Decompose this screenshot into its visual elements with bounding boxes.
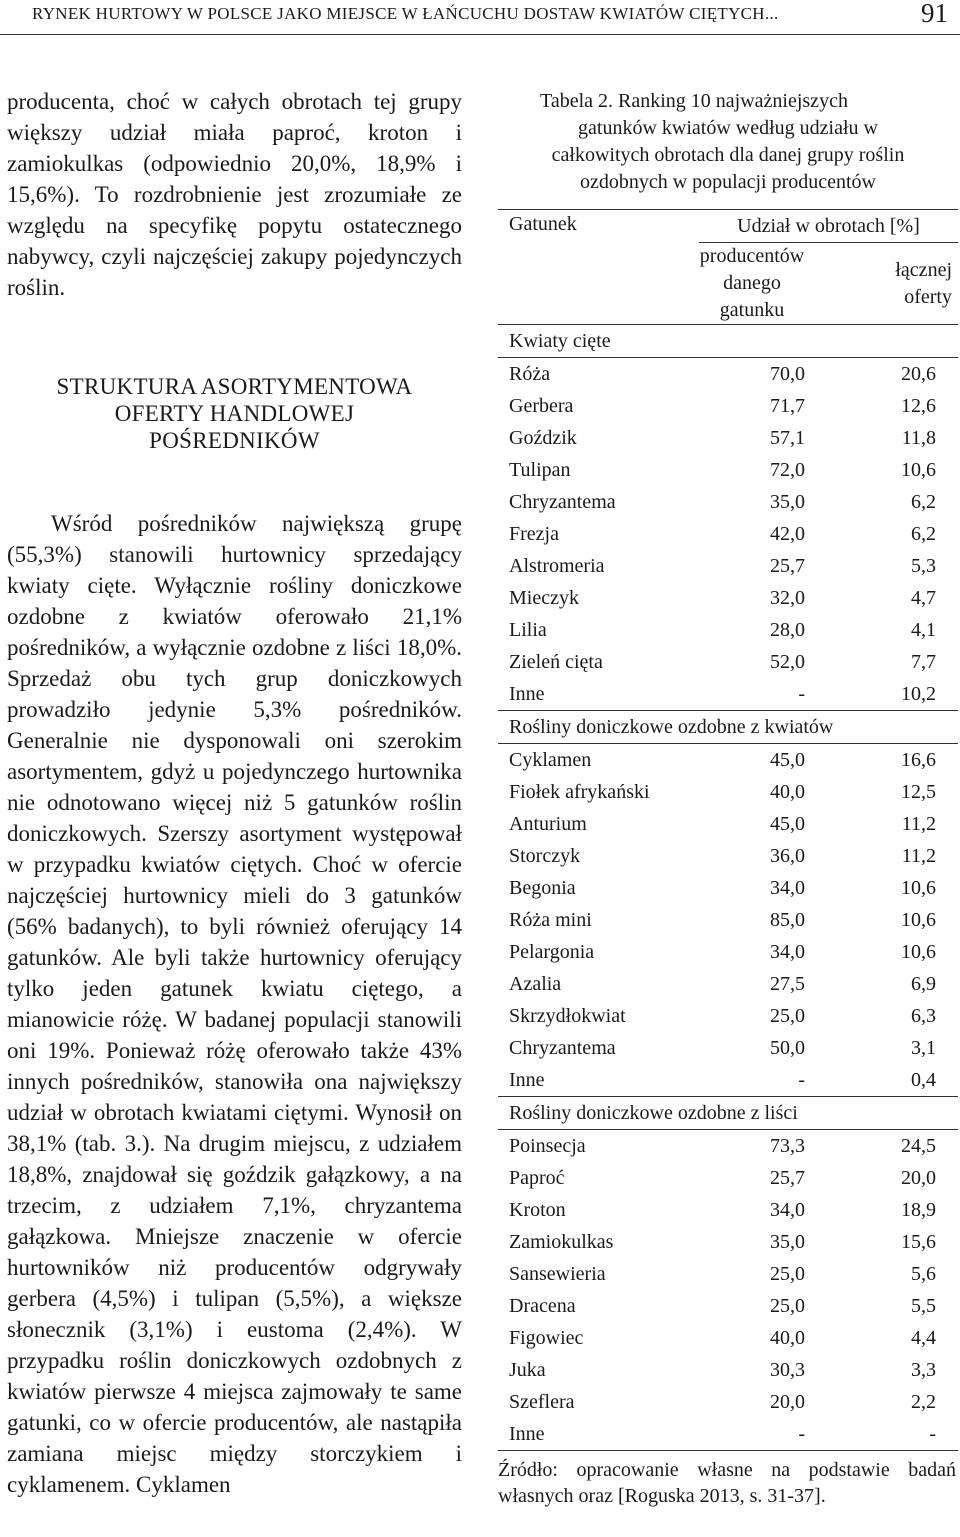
subheader-producers-line: producentów bbox=[699, 245, 805, 267]
table-row bbox=[498, 936, 958, 968]
table-row bbox=[498, 422, 958, 454]
table-row bbox=[498, 1226, 958, 1258]
subheader-total-offer-line: łącznej bbox=[895, 258, 952, 281]
subheader-producers bbox=[699, 243, 805, 325]
total-share: 6,2 bbox=[911, 490, 936, 513]
species-name: Poinsecja bbox=[509, 1134, 586, 1157]
table-row bbox=[498, 358, 958, 391]
table-row bbox=[498, 1032, 958, 1064]
paragraph-continuation: producenta, choć w całych obrotach tej grupy większy udział miała paproć, kroton i zamiokulkas (odpowiednio 20,0%, 18,9% i 15,6%). To rozdrobnienie jest zrozumiałe ze względu na specyfikę popytu ostatecznego nabywcy, czyli najczęściej zakupy pojedynczych roślin. bbox=[7, 89, 462, 300]
total-share: 11,2 bbox=[901, 812, 936, 835]
total-share: 4,4 bbox=[911, 1326, 936, 1349]
producers-share: 25,0 bbox=[770, 1294, 805, 1317]
producers-share: 57,1 bbox=[770, 426, 805, 449]
group-name: Rośliny doniczkowe ozdobne z liści bbox=[498, 1097, 958, 1130]
table-row bbox=[498, 1000, 958, 1032]
table-row bbox=[498, 1162, 958, 1194]
left-column bbox=[7, 86, 462, 1500]
producers-share: 40,0 bbox=[770, 780, 805, 803]
producers-share: 71,7 bbox=[770, 394, 805, 417]
species-name: Szeflera bbox=[509, 1390, 575, 1413]
ranking-table bbox=[498, 209, 958, 1451]
species-name: Zieleń cięta bbox=[509, 650, 603, 673]
producers-share: 70,0 bbox=[770, 362, 805, 385]
table-row bbox=[498, 1386, 958, 1418]
total-share: 11,8 bbox=[901, 426, 936, 449]
total-share: - bbox=[805, 1418, 958, 1451]
producers-share: 40,0 bbox=[770, 1326, 805, 1349]
table-row bbox=[498, 1290, 958, 1322]
total-share: 10,2 bbox=[901, 682, 936, 705]
total-share: 6,3 bbox=[911, 1004, 936, 1027]
species-name: Goździk bbox=[509, 426, 577, 449]
producers-share: 30,3 bbox=[770, 1358, 805, 1381]
total-share: 10,6 bbox=[901, 908, 936, 931]
table-row bbox=[498, 550, 958, 582]
producers-share: - bbox=[798, 1068, 805, 1091]
running-header bbox=[0, 0, 960, 35]
table-caption bbox=[498, 88, 958, 196]
table-row bbox=[498, 744, 958, 777]
table-row bbox=[498, 486, 958, 518]
species-name: Juka bbox=[509, 1358, 546, 1381]
species-name: Mieczyk bbox=[509, 586, 579, 609]
producers-share: 50,0 bbox=[770, 1036, 805, 1059]
producers-share: 34,0 bbox=[770, 1198, 805, 1221]
producers-share: 85,0 bbox=[770, 908, 805, 931]
producers-share: 34,0 bbox=[770, 940, 805, 963]
producers-share: 45,0 bbox=[770, 812, 805, 835]
table-row bbox=[498, 678, 958, 711]
total-share: 2,2 bbox=[911, 1390, 936, 1413]
species-name: Chryzantema bbox=[509, 490, 616, 513]
table-row bbox=[498, 904, 958, 936]
subheader-producers-line: danego gatunku bbox=[719, 272, 785, 321]
producers-share: 20,0 bbox=[770, 1390, 805, 1413]
total-share: 16,6 bbox=[901, 748, 936, 771]
section-heading-line: OFERTY HANDLOWEJ bbox=[114, 401, 355, 426]
species-name: Anturium bbox=[509, 812, 587, 835]
table-row bbox=[498, 808, 958, 840]
total-share: 11,2 bbox=[901, 844, 936, 867]
total-share: 15,6 bbox=[901, 1230, 936, 1253]
total-share: 0,4 bbox=[911, 1068, 936, 1091]
group-name: Rośliny doniczkowe ozdobne z kwiatów bbox=[498, 711, 958, 744]
table-row bbox=[498, 454, 958, 486]
producers-share: 25,0 bbox=[770, 1004, 805, 1027]
table-header-row bbox=[498, 210, 958, 243]
running-title: RYNEK HURTOWY W POLSCE JAKO MIEJSCE W ŁAŃCUCHU DOSTAW KWIATÓW CIĘTYCH... bbox=[32, 4, 779, 23]
producers-share: 25,0 bbox=[770, 1262, 805, 1285]
species-name: Pelargonia bbox=[509, 940, 595, 963]
table-source-note: Źródło: opracowanie własne na podstawie badań własnych oraz [Roguska 2013, s. 31-37]. bbox=[498, 1459, 956, 1507]
producers-share: 36,0 bbox=[770, 844, 805, 867]
producers-share: 73,3 bbox=[770, 1134, 805, 1157]
species-name: Inne bbox=[509, 1068, 545, 1091]
total-share: 4,1 bbox=[911, 618, 936, 641]
species-name: Frezja bbox=[509, 522, 559, 545]
table-row bbox=[498, 840, 958, 872]
table-group-row bbox=[498, 711, 958, 744]
producers-share: - bbox=[798, 682, 805, 705]
species-name: Storczyk bbox=[509, 844, 581, 867]
group-name: Kwiaty cięte bbox=[498, 325, 958, 358]
species-name: Sansewieria bbox=[509, 1262, 606, 1285]
species-name: Begonia bbox=[509, 876, 576, 899]
total-share: 10,6 bbox=[901, 940, 936, 963]
table-group-row bbox=[498, 1097, 958, 1130]
species-name: Kroton bbox=[509, 1198, 566, 1221]
right-column bbox=[498, 88, 958, 1509]
species-name: Gerbera bbox=[509, 394, 574, 417]
total-share: 3,1 bbox=[911, 1036, 936, 1059]
table-row bbox=[498, 1194, 958, 1226]
producers-share: 35,0 bbox=[770, 490, 805, 513]
producers-share: 25,7 bbox=[770, 554, 805, 577]
table-group-row bbox=[498, 325, 958, 358]
producers-share: 52,0 bbox=[770, 650, 805, 673]
table-row bbox=[498, 1130, 958, 1163]
species-name: Dracena bbox=[509, 1294, 576, 1317]
total-share: 5,6 bbox=[911, 1262, 936, 1285]
producers-share: 72,0 bbox=[770, 458, 805, 481]
total-share: 10,6 bbox=[901, 876, 936, 899]
total-share: 18,9 bbox=[901, 1198, 936, 1221]
total-share: 4,7 bbox=[911, 586, 936, 609]
species-name: Alstromeria bbox=[509, 554, 605, 577]
table-caption-line: Tabela 2. Ranking 10 najważniejszych bbox=[540, 90, 848, 112]
species-name: Paproć bbox=[509, 1166, 565, 1189]
paragraph-body: Wśród pośredników największą grupę (55,3%) stanowili hurtownicy sprzedający kwiaty cięte. Wyłącznie rośliny doniczkowe ozdobne z kwiatów oferowało 21,1% pośredników, a wyłącznie ozdobne z liści 18,0%. Sprzedaż obu tych grup doniczkowych prowadziło jedynie 5,3% pośredników. Generalnie nie dysponowali oni szerokim asortymentem, gdyż u pojedynczego hurtownika nie odnotowano więcej niż 5 gatunków roślin doniczkowych. Szerszy asortyment występował w przypadku kwiatów ciętych. Choć w ofercie najczęściej hurtownicy mieli do 3 gatunków (56% badanych), to byli również oferujący 14 gatunków. Ale byli także hurtownicy oferujący tylko jeden gatunek kwiatu ciętego, a mianowicie różę. W badanej populacji stanowili oni 19%. Ponieważ różę oferowało także 43% innych pośredników, stanowiła ona największy udział w obrotach kwiatami ciętymi. Wynosił on 38,1% (tab. 3.). Na drugim miejscu, z udziałem 18,8%, znajdował się goździk gałązkowy, a na trzecim, z udziałem 7,1%, chryzantema gałązkowa. Mniejsze znaczenie w ofercie hurtowników niż producentów odgrywały gerbera (4,5%) i tulipan (5,5%), a większe słonecznik (3,1%) i eustoma (2,4%). W przypadku roślin doniczkowych ozdobnych z kwiatów pierwsze 4 miejsca zajmowały te same gatunki, co w ofercie producentów, ale nastąpiła zamiana miejsc między storczykiem i cyklamenem. Cyklamen bbox=[7, 511, 462, 1497]
table-row bbox=[498, 582, 958, 614]
total-share: 7,7 bbox=[911, 650, 936, 673]
section-heading bbox=[7, 373, 462, 454]
species-name: Lilia bbox=[509, 618, 547, 641]
total-share: 12,5 bbox=[901, 780, 936, 803]
section-heading-line: POŚREDNIKÓW bbox=[149, 428, 320, 453]
total-share: 6,9 bbox=[911, 972, 936, 995]
species-name: Róża bbox=[509, 362, 551, 385]
subheader-total-offer-line: oferty bbox=[904, 285, 952, 308]
table-row bbox=[498, 1064, 958, 1097]
species-name: Zamiokulkas bbox=[509, 1230, 614, 1253]
producers-share: 34,0 bbox=[770, 876, 805, 899]
producers-share: 25,7 bbox=[770, 1166, 805, 1189]
species-name: Skrzydłokwiat bbox=[509, 1004, 626, 1027]
species-name: Inne bbox=[498, 1418, 699, 1451]
total-share: 5,3 bbox=[911, 554, 936, 577]
table-caption-line: ozdobnych w populacji producentów bbox=[579, 171, 877, 193]
table-row bbox=[498, 1258, 958, 1290]
total-share: 3,3 bbox=[911, 1358, 936, 1381]
total-share: 10,6 bbox=[901, 458, 936, 481]
total-share: 6,2 bbox=[911, 522, 936, 545]
producers-share: 28,0 bbox=[770, 618, 805, 641]
page-number: 91 bbox=[921, 0, 948, 28]
species-name: Róża mini bbox=[509, 908, 592, 931]
table-caption-line: całkowitych obrotach dla danej grupy roślin bbox=[551, 144, 905, 166]
total-share: 20,6 bbox=[901, 362, 936, 385]
species-name: Azalia bbox=[509, 972, 562, 995]
total-share: 20,0 bbox=[901, 1166, 936, 1189]
table-row bbox=[498, 646, 958, 678]
table-row bbox=[498, 872, 958, 904]
table-body bbox=[498, 325, 958, 1451]
species-name: Cyklamen bbox=[509, 748, 592, 771]
section-heading-line: STRUKTURA ASORTYMENTOWA bbox=[56, 374, 413, 399]
species-name: Chryzantema bbox=[509, 1036, 616, 1059]
subheader-total-offer bbox=[805, 243, 958, 325]
producers-share: - bbox=[699, 1418, 805, 1451]
table-row bbox=[498, 518, 958, 550]
species-name: Fiołek afrykański bbox=[509, 780, 650, 803]
table-row bbox=[498, 776, 958, 808]
producers-share: 42,0 bbox=[770, 522, 805, 545]
species-name: Inne bbox=[509, 682, 545, 705]
total-share: 12,6 bbox=[901, 394, 936, 417]
producers-share: 27,5 bbox=[770, 972, 805, 995]
table-row bbox=[498, 1418, 958, 1451]
table-caption-line: gatunków kwiatów według udziału w bbox=[578, 117, 878, 139]
species-name: Figowiec bbox=[509, 1326, 584, 1349]
producers-share: 35,0 bbox=[770, 1230, 805, 1253]
producers-share: 32,0 bbox=[770, 586, 805, 609]
total-share: 5,5 bbox=[911, 1294, 936, 1317]
column-header-share: Udział w obrotach [%] bbox=[699, 210, 958, 243]
producers-share: 45,0 bbox=[770, 748, 805, 771]
species-name: Tulipan bbox=[509, 458, 571, 481]
total-share: 24,5 bbox=[901, 1134, 936, 1157]
table-row bbox=[498, 968, 958, 1000]
table-row bbox=[498, 614, 958, 646]
table-row bbox=[498, 390, 958, 422]
column-header-species: Gatunek bbox=[498, 210, 699, 325]
table-row bbox=[498, 1354, 958, 1386]
table-row bbox=[498, 1322, 958, 1354]
